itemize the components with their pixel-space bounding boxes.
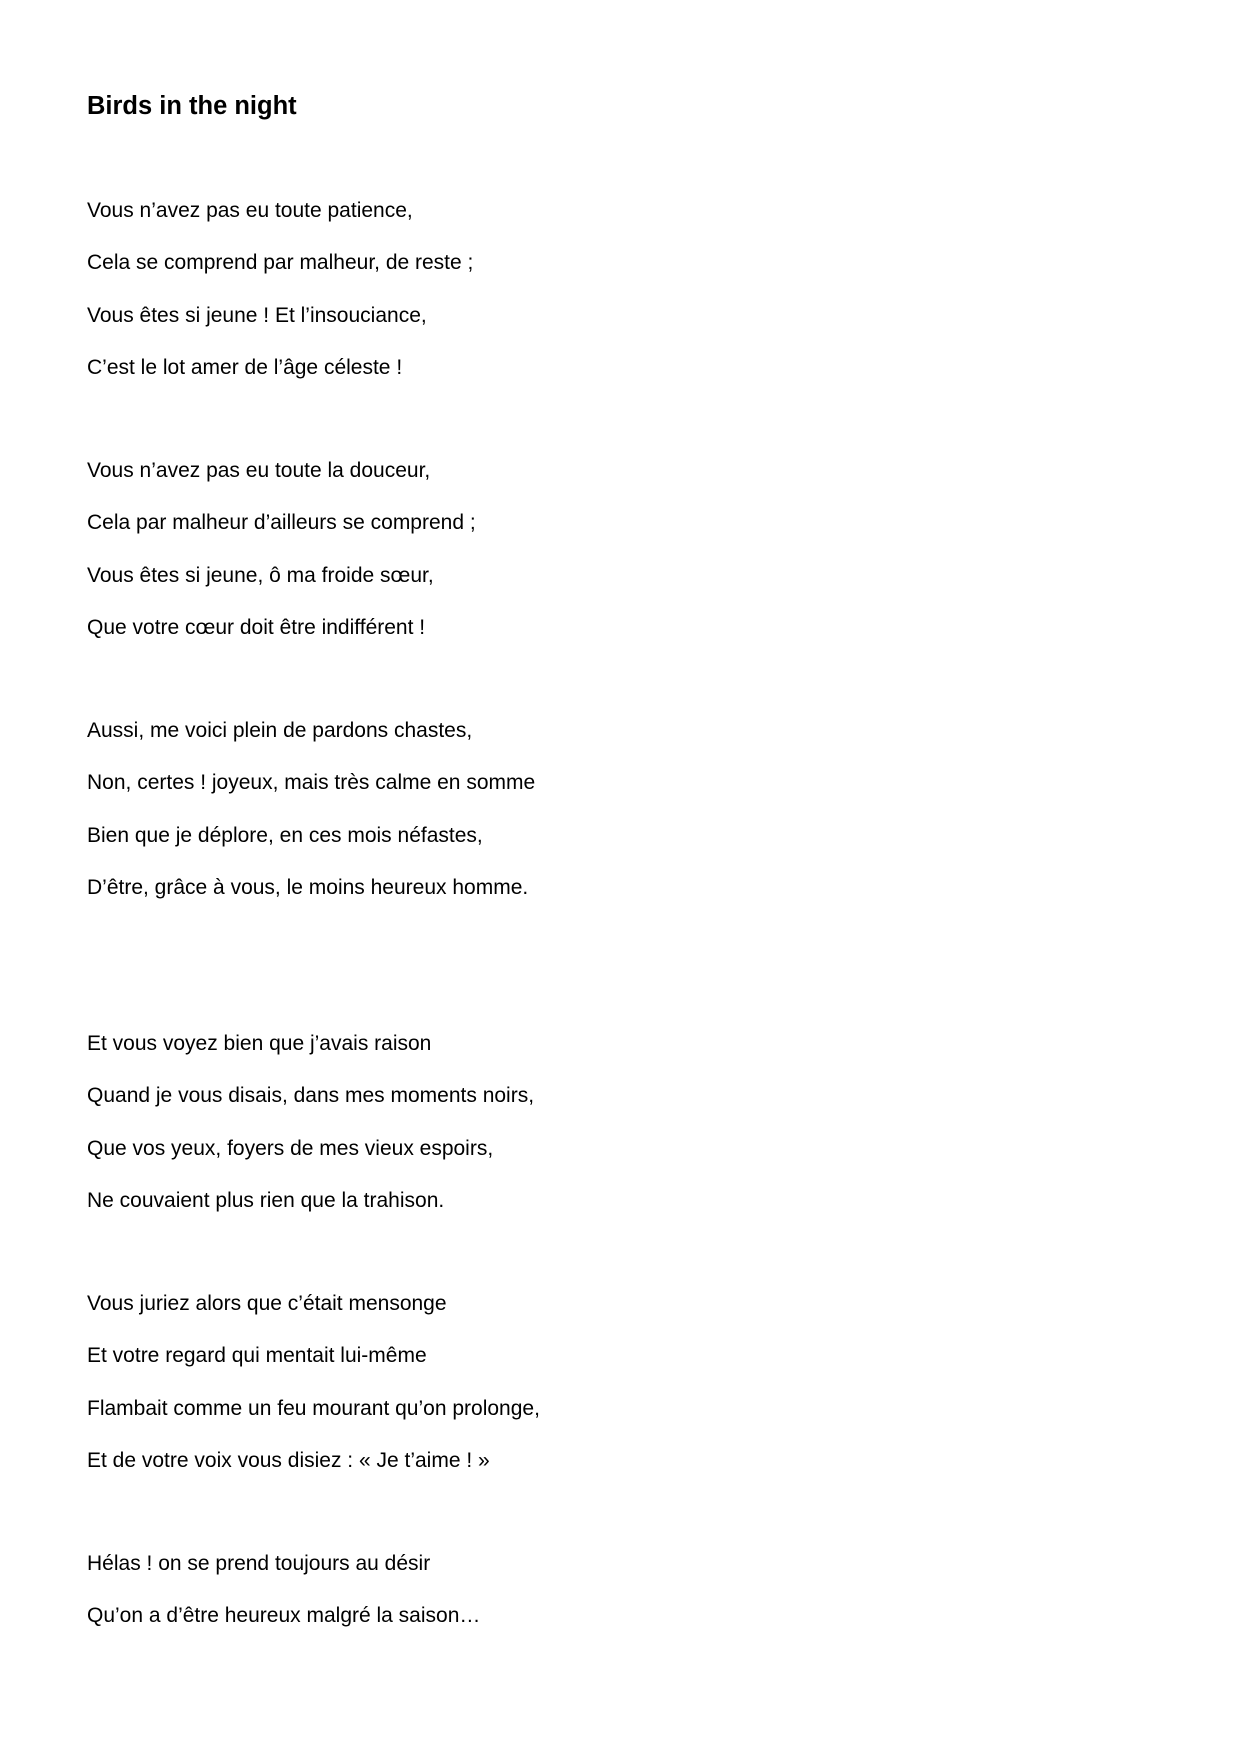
verse-line: Vous n’avez pas eu toute la douceur,: [87, 459, 431, 482]
verse-line: Non, certes ! joyeux, mais très calme en somme: [87, 771, 536, 794]
poem-title: Birds in the night: [87, 92, 297, 120]
verse-line: Que vos yeux, foyers de mes vieux espoirs,: [87, 1137, 494, 1160]
verse-line: Cela par malheur d’ailleurs se comprend ;: [87, 511, 476, 534]
verse-line: D’être, grâce à vous, le moins heureux homme.: [87, 876, 529, 899]
verse-line: Vous juriez alors que c’était mensonge: [87, 1292, 447, 1315]
verse-line: Ne couvaient plus rien que la trahison.: [87, 1189, 445, 1212]
verse-line: Quand je vous disais, dans mes moments noirs,: [87, 1084, 535, 1107]
verse-line: Cela se comprend par malheur, de reste ;: [87, 251, 474, 274]
verse-line: Vous êtes si jeune, ô ma froide sœur,: [87, 564, 434, 587]
verse-line: Flambait comme un feu mourant qu’on prolonge,: [87, 1397, 540, 1420]
verse-line: Qu’on a d’être heureux malgré la saison…: [87, 1604, 481, 1627]
verse-line: Et votre regard qui mentait lui-même: [87, 1344, 427, 1367]
verse-line: Vous êtes si jeune ! Et l’insouciance,: [87, 304, 427, 327]
verse-line: C’est le lot amer de l’âge céleste !: [87, 356, 403, 379]
verse-line: Vous n’avez pas eu toute patience,: [87, 199, 413, 222]
verse-line: Hélas ! on se prend toujours au désir: [87, 1552, 431, 1575]
verse-line: Et de votre voix vous disiez : « Je t’aime ! »: [87, 1449, 490, 1472]
verse-line: Et vous voyez bien que j’avais raison: [87, 1032, 432, 1055]
verse-line: Que votre cœur doit être indifférent !: [87, 616, 426, 639]
verse-line: Bien que je déplore, en ces mois néfastes,: [87, 824, 483, 847]
verse-line: Aussi, me voici plein de pardons chastes,: [87, 719, 473, 742]
